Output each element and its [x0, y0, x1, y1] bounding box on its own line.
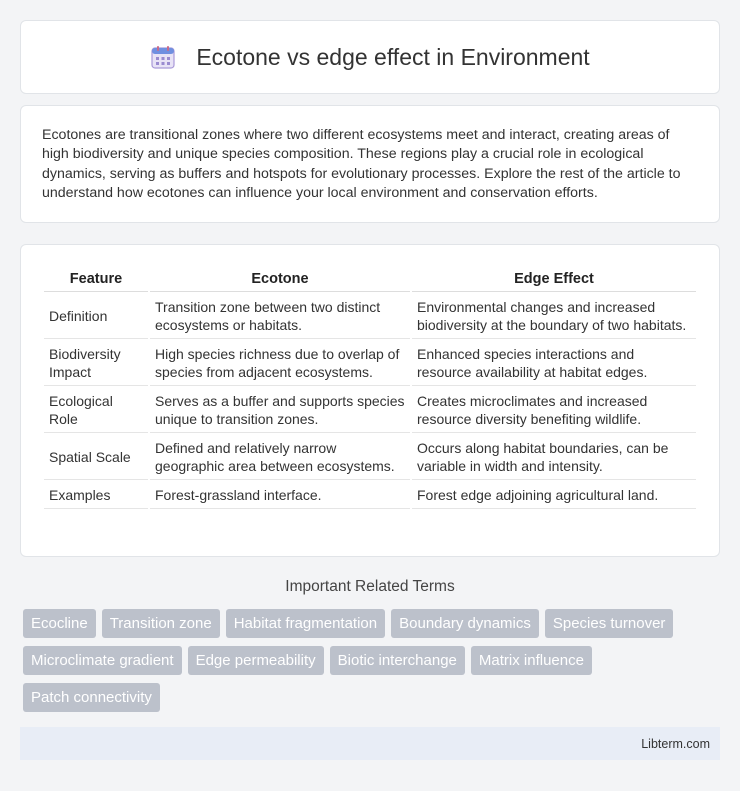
header-ecotone: Ecotone [150, 267, 410, 292]
tag-ecocline[interactable]: Ecocline [23, 609, 96, 638]
cell-feature: Ecological Role [44, 388, 148, 433]
cell-feature: Definition [44, 294, 148, 339]
cell-ecotone: Serves as a buffer and supports species unique to transition zones. [150, 388, 410, 433]
title-card [20, 20, 720, 94]
table-row [44, 482, 696, 509]
related-terms-heading: Important Related Terms [285, 578, 455, 595]
related-terms-list [23, 609, 723, 712]
cell-ecotone: Transition zone between two distinct ecosystems or habitats. [150, 294, 410, 339]
tag-transition-zone[interactable]: Transition zone [102, 609, 220, 638]
tag-habitat-fragmentation[interactable]: Habitat fragmentation [226, 609, 385, 638]
intro-paragraph: Ecotones are transitional zones where two different ecosystems meet and interact, creating areas of high biodiversity and unique species composition. These regions play a crucial role in ecological dynamics, serving as buffers and hotspots for evolutionary processes. Explore the rest of the article to understand how ecotones can influence your local environment and conservation efforts. [42, 127, 681, 202]
cell-feature: Examples [44, 482, 148, 509]
comparison-table [42, 265, 698, 511]
cell-ecotone: Forest-grassland interface. [150, 482, 410, 509]
header-edge-effect: Edge Effect [412, 267, 696, 292]
page-title: Ecotone vs edge effect in Environment [196, 43, 590, 70]
cell-ecotone: Defined and relatively narrow geographic area between ecosystems. [150, 435, 410, 480]
tag-matrix-influence[interactable]: Matrix influence [471, 646, 592, 675]
cell-edge-effect: Creates microclimates and increased resource diversity benefiting wildlife. [412, 388, 696, 433]
cell-feature: Biodiversity Impact [44, 341, 148, 386]
cell-edge-effect: Occurs along habitat boundaries, can be variable in width and intensity. [412, 435, 696, 480]
intro-card [20, 105, 720, 223]
cell-ecotone: High species richness due to overlap of species from adjacent ecosystems. [150, 341, 410, 386]
table-row [44, 341, 696, 386]
cell-edge-effect: Environmental changes and increased biodiversity at the boundary of two habitats. [412, 294, 696, 339]
table-row [44, 435, 696, 480]
cell-edge-effect: Enhanced species interactions and resource availability at habitat edges. [412, 341, 696, 386]
cell-feature: Spatial Scale [44, 435, 148, 480]
calendar-icon [150, 44, 176, 70]
tag-microclimate-gradient[interactable]: Microclimate gradient [23, 646, 182, 675]
tag-boundary-dynamics[interactable]: Boundary dynamics [391, 609, 539, 638]
tag-patch-connectivity[interactable]: Patch connectivity [23, 683, 160, 712]
tag-biotic-interchange[interactable]: Biotic interchange [330, 646, 465, 675]
tag-species-turnover[interactable]: Species turnover [545, 609, 674, 638]
comparison-card [20, 244, 720, 557]
footer-link[interactable]: Libterm.com [641, 736, 710, 751]
table-row [44, 388, 696, 433]
cell-edge-effect: Forest edge adjoining agricultural land. [412, 482, 696, 509]
header-feature: Feature [44, 267, 148, 292]
table-header-row [44, 267, 696, 292]
tag-edge-permeability[interactable]: Edge permeability [188, 646, 324, 675]
table-row [44, 294, 696, 339]
footer [20, 727, 720, 760]
